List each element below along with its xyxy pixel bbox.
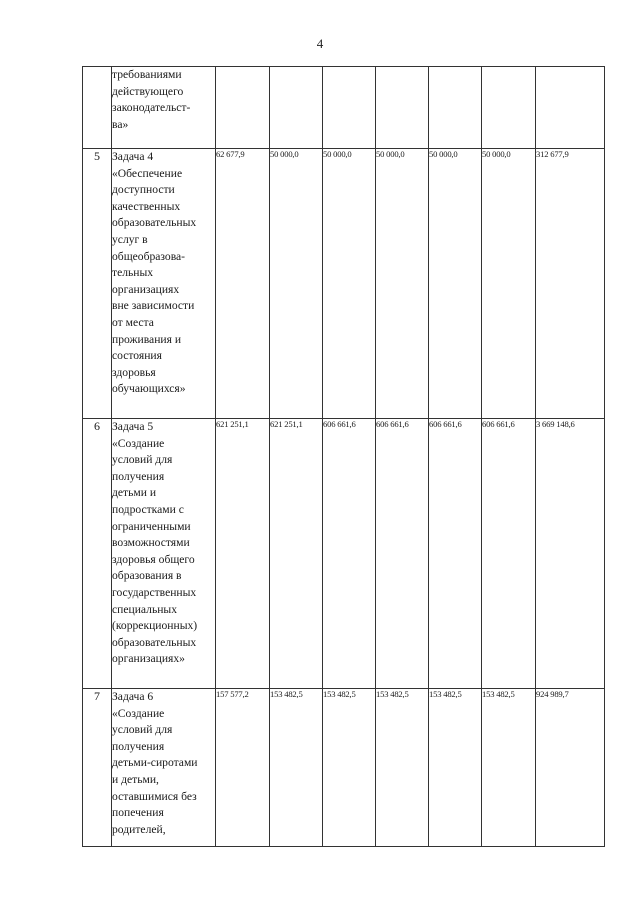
value-cell: 50 000,0 — [270, 149, 323, 419]
value-cell: 606 661,6 — [376, 419, 429, 689]
value-cell: 153 482,5 — [376, 689, 429, 847]
total-cell — [536, 67, 605, 149]
page-number: 4 — [316, 36, 324, 51]
value-cell: 153 482,5 — [429, 689, 482, 847]
value-cell — [323, 67, 376, 149]
table-row — [83, 419, 605, 689]
table-row — [83, 149, 605, 419]
total-cell: 924 989,7 — [536, 689, 605, 847]
value-cell: 157 577,2 — [216, 689, 270, 847]
value-cell: 153 482,5 — [482, 689, 536, 847]
table-row — [83, 689, 605, 847]
table-row — [83, 67, 605, 149]
value-cell: 621 251,1 — [270, 419, 323, 689]
value-cell — [216, 67, 270, 149]
task-description: Задача 5 «Создание условий для получения детьми и подростками с ограниченными возможностями здоровья общего образования в государственных специальных (коррекционных) образовательных организациях» — [112, 419, 216, 689]
row-number: 6 — [83, 419, 112, 689]
row-number: 5 — [83, 149, 112, 419]
value-cell — [270, 67, 323, 149]
row-number: 7 — [83, 689, 112, 847]
value-cell: 606 661,6 — [482, 419, 536, 689]
value-cell: 153 482,5 — [270, 689, 323, 847]
value-cell — [376, 67, 429, 149]
value-cell: 153 482,5 — [323, 689, 376, 847]
value-cell: 50 000,0 — [482, 149, 536, 419]
row-number — [83, 67, 112, 149]
task-description: требованиями действующего законодательст- ва» — [112, 67, 216, 149]
value-cell: 62 677,9 — [216, 149, 270, 419]
task-description: Задача 4 «Обеспечение доступности качественных образовательных услуг в общеобразова- тельных организациях вне зависимости от места проживания и состояния здоровья обучающихся» — [112, 149, 216, 419]
value-cell: 606 661,6 — [323, 419, 376, 689]
value-cell: 621 251,1 — [216, 419, 270, 689]
value-cell: 606 661,6 — [429, 419, 482, 689]
task-description: Задача 6 «Создание условий для получения детьми-сиротами и детьми, оставшимися без попечения родителей, — [112, 689, 216, 847]
total-cell: 312 677,9 — [536, 149, 605, 419]
value-cell — [482, 67, 536, 149]
value-cell: 50 000,0 — [376, 149, 429, 419]
value-cell: 50 000,0 — [323, 149, 376, 419]
total-cell: 3 669 148,6 — [536, 419, 605, 689]
value-cell — [429, 67, 482, 149]
value-cell: 50 000,0 — [429, 149, 482, 419]
funding-table — [82, 66, 605, 847]
